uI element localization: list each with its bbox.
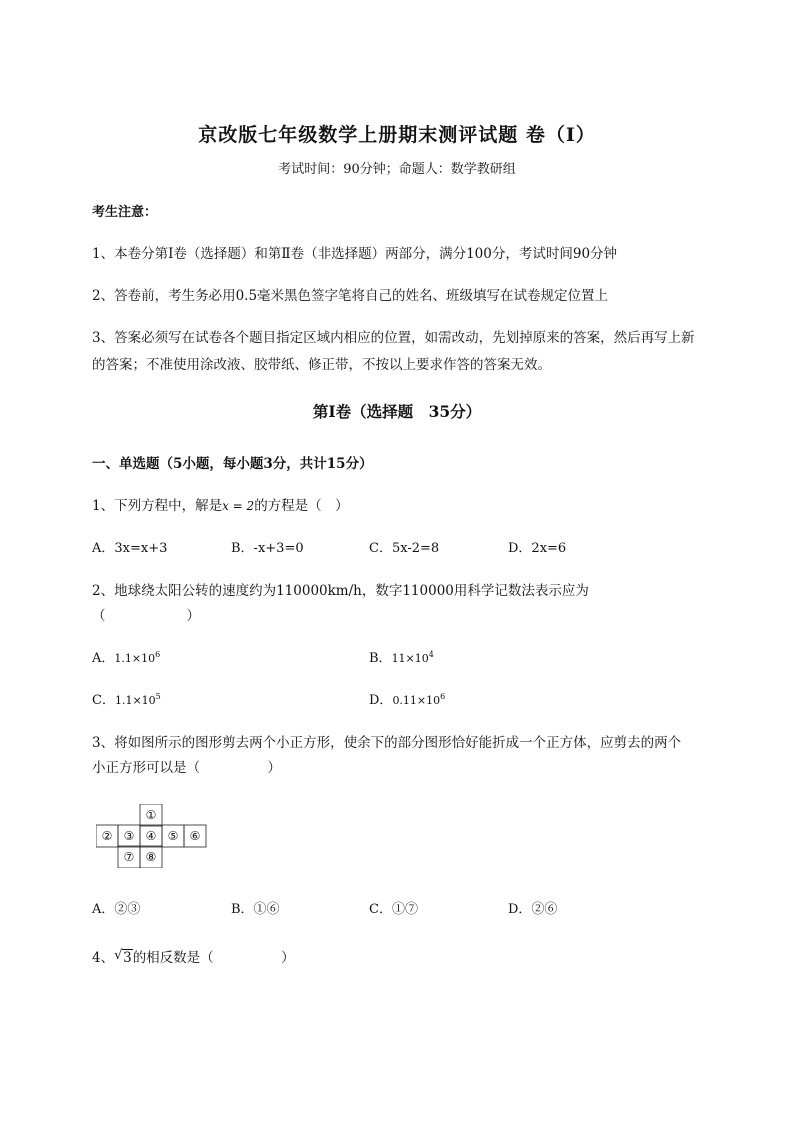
question-1-stem-end: 的方程是（ ） [254,498,349,514]
question-4-radicand: 3 [123,950,132,966]
question-2-option-d[interactable] [369,689,445,708]
question-2-option-d-exp: 6 [440,692,446,701]
question-3-option-d[interactable]: D．②⑥ [508,902,558,917]
square-root-expression [114,950,133,966]
question-2-stem-line-2: （ ） [92,608,200,624]
question-1-stem-start: 1、下列方程中，解是 [92,498,223,514]
net-label-6: ⑥ [189,829,201,843]
question-1-option-b[interactable]: B．-x+3=0 [231,541,304,556]
net-label-5: ⑤ [167,829,179,843]
question-2-option-a[interactable] [92,647,160,666]
question-2-option-c-label: C． [92,693,115,708]
question-2-option-b[interactable] [369,647,434,666]
question-2-option-a-label: A． [92,651,115,666]
part-heading: 一、单选题（5小题，每小题3分，共计15分） [92,456,373,472]
question-2-option-c[interactable] [92,689,161,708]
net-label-3: ③ [123,829,135,843]
exam-title: 京改版七年级数学上册期末测评试题 卷（Ⅰ） [198,124,596,146]
question-2-stem-line-1: 2、地球绕太阳公转的速度约为110000km/h，数字110000用科学记数法表示应为 [92,583,589,599]
notice-item-3-line-2: 的答案；不准使用涂改液、胶带纸、修正带，不按以上要求作答的答案无效。 [92,357,551,373]
notice-item-1: 1、本卷分第I卷（选择题）和第Ⅱ卷（非选择题）两部分，满分100分，考试时间90分钟 [92,246,618,262]
question-2-option-b-label: B． [369,651,392,666]
section-title: 第I卷（选择题 35分） [312,402,482,421]
question-3-option-c[interactable]: C．①⑦ [369,902,418,917]
question-4-stem [92,946,295,966]
net-label-4: ④ [145,829,157,843]
question-2-option-b-base: 11×10 [391,652,429,665]
question-4-suffix: 的相反数是（ ） [132,950,295,966]
question-2-option-a-exp: 6 [155,650,161,659]
question-2-option-c-exp: 5 [155,692,161,701]
radical-sign-icon: √ [114,948,123,963]
net-label-7: ⑦ [123,850,135,864]
question-2-option-a-base: 1.1×10 [114,652,156,665]
question-2-option-c-base: 1.1×10 [114,694,156,707]
notice-heading: 考生注意： [92,205,158,220]
question-2-option-b-exp: 4 [428,650,434,659]
question-3-stem-line-1: 3、将如图所示的图形剪去两个小正方形，使余下的部分图形恰好能折成一个正方体，应剪去的两个 [92,735,682,751]
net-label-2: ② [101,829,113,843]
question-4-prefix: 4、 [92,950,115,966]
notice-item-2: 2、答卷前，考生务必用0.5毫米黑色签字笔将自己的姓名、班级填写在试卷规定位置上 [92,288,609,304]
question-1-option-a[interactable]: A．3x=x+3 [92,541,168,556]
question-1-option-c[interactable]: C．5x-2=8 [369,541,440,556]
net-label-8: ⑧ [145,850,157,864]
question-1-option-d[interactable]: D．2x=6 [508,541,567,556]
cube-net-figure [96,804,216,868]
question-3-stem-line-2: 小正方形可以是（ ） [92,760,281,776]
question-1-stem [92,494,349,514]
question-3-option-b[interactable]: B．①⑥ [231,902,280,917]
exam-subtitle: 考试时间：90分钟；命题人：数学教研组 [278,162,516,177]
question-1-math: x = 2 [222,499,255,513]
question-2-option-d-label: D． [369,693,393,708]
question-2-option-d-base: 0.11×10 [392,694,441,707]
net-label-1: ① [145,808,157,822]
notice-item-3-line-1: 3、答案必须写在试卷各个题目指定区域内相应的位置，如需改动，先划掉原来的答案，然后再写上新 [92,330,695,346]
question-3-option-a[interactable]: A．②③ [92,902,141,917]
